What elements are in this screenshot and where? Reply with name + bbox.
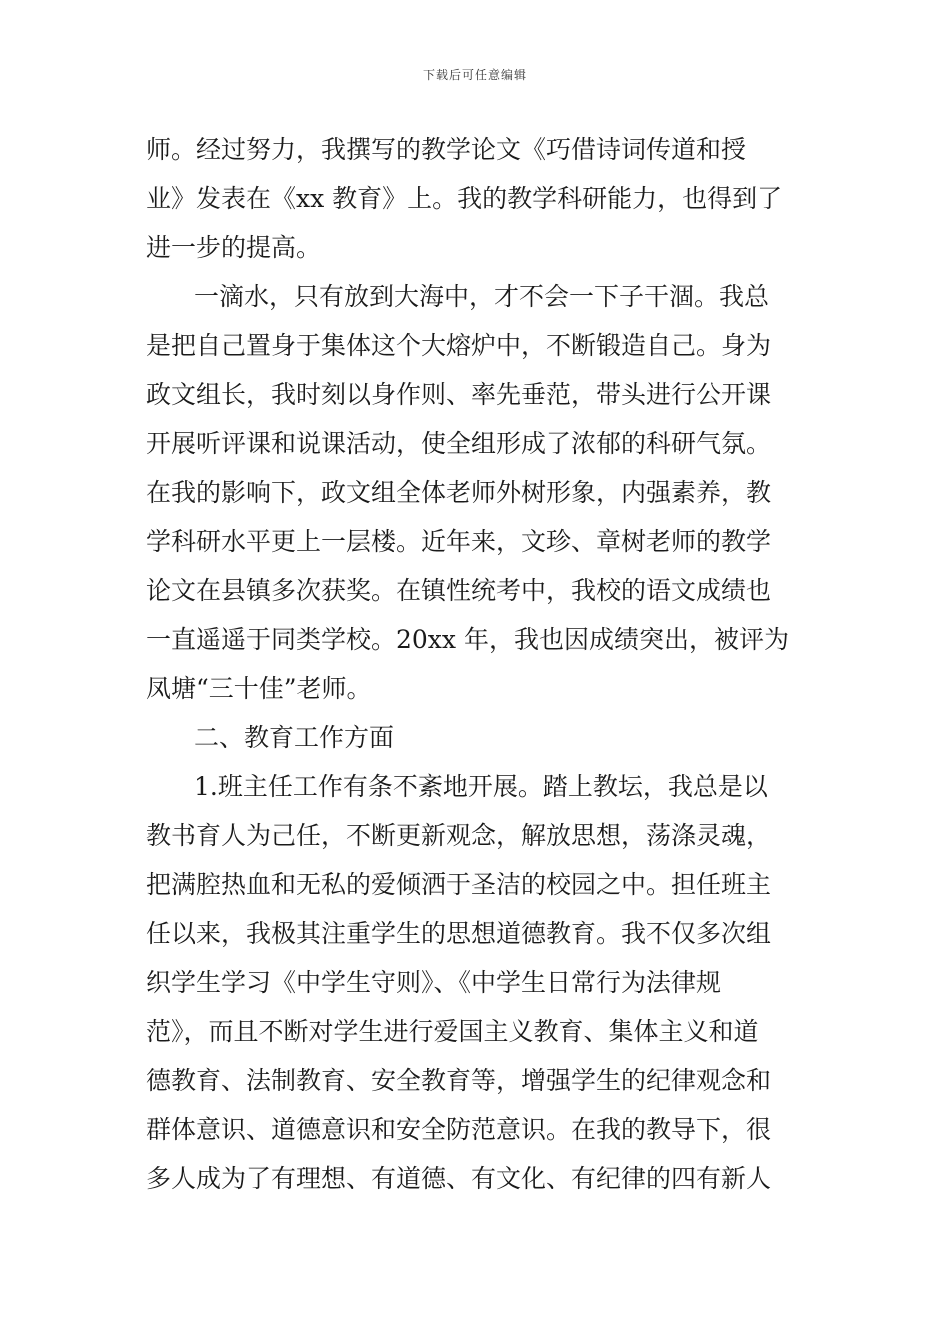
text-line: 范》，而且不断对学生进行爱国主义教育、集体主义和道 bbox=[146, 1017, 759, 1046]
text-line: 论文在县镇多次获奖。在镇性统考中，我校的语文成绩也 bbox=[146, 576, 772, 605]
text-line: 进一步的提高。 bbox=[146, 233, 322, 262]
text-line: 多人成为了有理想、有道德、有文化、有纪律的四有新人 bbox=[146, 1164, 772, 1193]
text-line: 任以来，我极其注重学生的思想道德教育。我不仅多次组 bbox=[146, 919, 772, 948]
text-line: 一直遥遥于同类学校。20xx 年，我也因成绩突出，被评为 bbox=[146, 625, 789, 654]
text-line: 是把自己置身于集体这个大熔炉中，不断锻造自己。身为 bbox=[146, 331, 772, 360]
header-note: 下载后可任意编辑 bbox=[422, 68, 527, 82]
text-line: 学科研水平更上一层楼。近年来，文珍、章树老师的教学 bbox=[146, 527, 772, 556]
text-line: 在我的影响下，政文组全体老师外树形象，内强素养，教 bbox=[146, 478, 772, 507]
paragraph-start: 1.班主任工作有条不紊地开展。踏上教坛，我总是以 bbox=[194, 772, 768, 801]
text-line: 师。经过努力，我撰写的教学论文《巧借诗词传道和授 bbox=[146, 135, 747, 164]
body-text bbox=[146, 125, 808, 1203]
text-line: 业》发表在《xx 教育》上。我的教学科研能力，也得到了 bbox=[146, 184, 783, 213]
text-line: 教书育人为己任，不断更新观念，解放思想，荡涤灵魂， bbox=[146, 821, 772, 850]
text-line: 开展听评课和说课活动，使全组形成了浓郁的科研气氛。 bbox=[146, 429, 772, 458]
text-line: 凤塘“三十佳”老师。 bbox=[146, 674, 372, 703]
paragraph-start: 一滴水，只有放到大海中，才不会一下子干涸。我总 bbox=[194, 282, 770, 311]
text-line: 把满腔热血和无私的爱倾洒于圣洁的校园之中。担任班主 bbox=[146, 870, 772, 899]
section-heading: 二、教育工作方面 bbox=[194, 723, 395, 752]
text-line: 群体意识、道德意识和安全防范意识。在我的教导下，很 bbox=[146, 1115, 772, 1144]
text-line: 政文组长，我时刻以身作则、率先垂范，带头进行公开课 bbox=[146, 380, 772, 409]
text-line: 德教育、法制教育、安全教育等，增强学生的纪律观念和 bbox=[146, 1066, 772, 1095]
text-line: 织学生学习《中学生守则》、《中学生日常行为法律规 bbox=[146, 968, 722, 997]
